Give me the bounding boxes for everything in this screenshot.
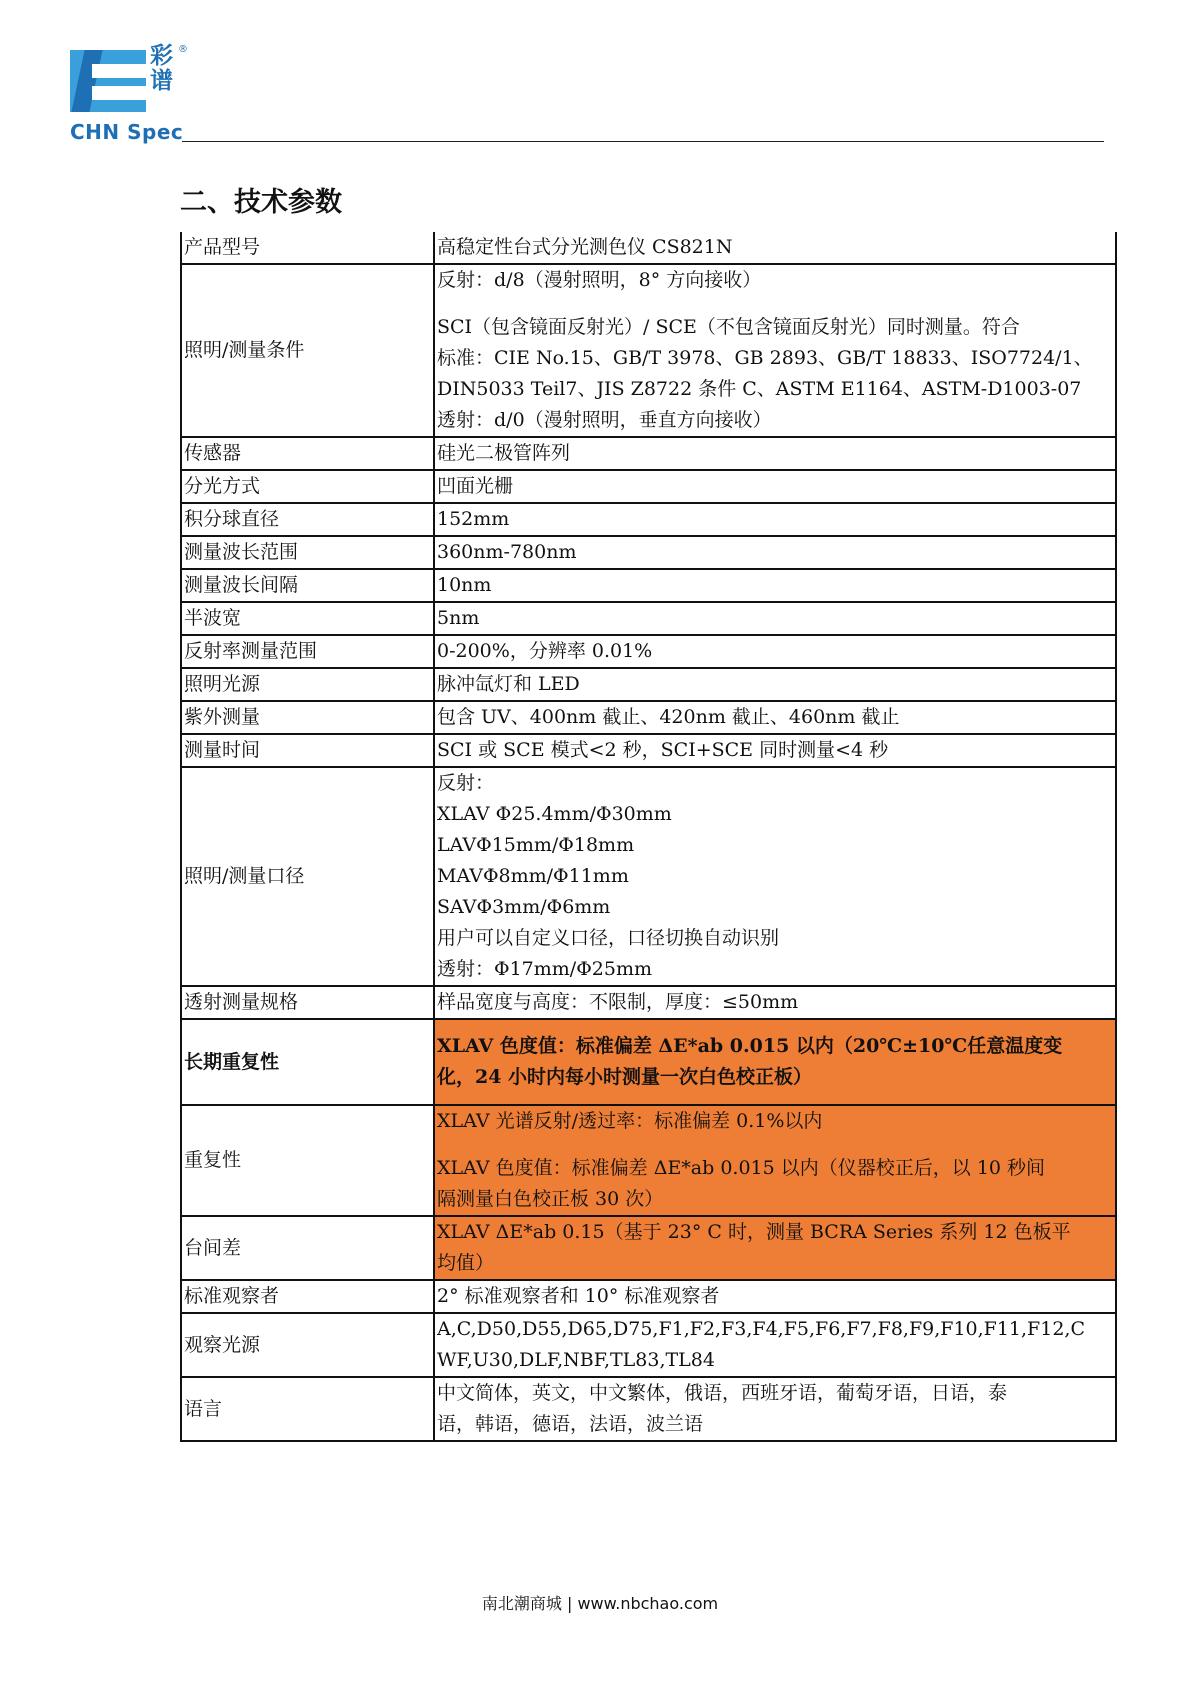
table-row [181,1105,1116,1216]
table-row [181,232,1116,264]
row-key: 测量波长间隔 [181,569,434,602]
table-row [181,668,1116,701]
row-key: 测量波长范围 [181,536,434,569]
header-rule [182,141,1104,142]
row-key: 测量时间 [181,734,434,767]
table-row [181,1019,1116,1105]
row-key: 观察光源 [181,1313,434,1377]
table-row [181,701,1116,734]
row-key: 产品型号 [181,232,434,264]
row-value: 0-200%，分辨率 0.01% [434,635,1116,668]
row-key: 语言 [181,1377,434,1441]
table-row [181,470,1116,503]
row-key: 照明光源 [181,668,434,701]
row-value-highlighted: XLAV ΔE*ab 0.15（基于 23° C 时，测量 BCRA Series 系列 12 色板平 均值） [434,1216,1116,1280]
row-key: 标准观察者 [181,1280,434,1313]
table-row [181,569,1116,602]
table-row [181,536,1116,569]
row-value: 反射： XLAV Φ25.4mm/Φ30mm LAVΦ15mm/Φ18mm MAVΦ8mm/Φ11mm SAVΦ3mm/Φ6mm 用户可以自定义口径，口径切换自动识别 透射：Φ17mm/Φ25mm [434,767,1116,986]
row-value: 凹面光栅 [434,470,1116,503]
row-key: 重复性 [181,1105,434,1216]
row-key: 台间差 [181,1216,434,1280]
row-value: 脉冲氙灯和 LED [434,668,1116,701]
row-value: 2° 标准观察者和 10° 标准观察者 [434,1280,1116,1313]
table-row [181,437,1116,470]
logo-english-name: CHN Spec [70,120,184,144]
row-key: 反射率测量范围 [181,635,434,668]
section-title: 二、技术参数 [180,187,342,218]
row-key: 积分球直径 [181,503,434,536]
row-value: 硅光二极管阵列 [434,437,1116,470]
table-row [181,734,1116,767]
row-key: 紫外测量 [181,701,434,734]
row-key: 照明/测量口径 [181,767,434,986]
table-row [181,1377,1116,1441]
spec-table [180,232,1117,1442]
table-row [181,1313,1116,1377]
row-value-highlighted: XLAV 色度值：标准偏差 ΔE*ab 0.015 以内（20℃±10℃任意温度变 化，24 小时内每小时测量一次白色校正板） [434,1019,1116,1105]
row-value: 152mm [434,503,1116,536]
company-logo [70,44,190,144]
table-row [181,986,1116,1019]
row-value: 反射：d/8（漫射照明，8° 方向接收） SCI（包含镜面反射光）/ SCE（不包含镜面反射光）同时测量。符合 标准：CIE No.15、GB/T 3978、GB 2893、GB/T 18833、ISO7724/1、 DIN5033 Teil7、JIS Z8722 条件 C、ASTM E1164、ASTM-D1003-07 透射：d/0（漫射照明，垂直方向接收） [434,264,1116,437]
row-key: 半波宽 [181,602,434,635]
table-row [181,635,1116,668]
row-value: A,C,D50,D55,D65,D75,F1,F2,F3,F4,F5,F6,F7,F8,F9,F10,F11,F12,C WF,U30,DLF,NBF,TL83,TL84 [434,1313,1116,1377]
row-value: 360nm-780nm [434,536,1116,569]
row-value: 高稳定性台式分光测色仪 CS821N [434,232,1116,264]
table-row [181,1216,1116,1280]
row-key: 传感器 [181,437,434,470]
row-value: 10nm [434,569,1116,602]
logo-chinese-name: 彩谱 [150,43,173,94]
page-footer: 南北潮商城 | www.nbchao.com [481,1594,719,1613]
row-key: 分光方式 [181,470,434,503]
table-row [181,264,1116,437]
row-value: 包含 UV、400nm 截止、420nm 截止、460nm 截止 [434,701,1116,734]
row-value: SCI 或 SCE 模式<2 秒，SCI+SCE 同时测量<4 秒 [434,734,1116,767]
table-row [181,1280,1116,1313]
row-value: 中文简体，英文，中文繁体，俄语，西班牙语，葡萄牙语，日语，泰 语，韩语，德语，法语，波兰语 [434,1377,1116,1441]
table-row [181,767,1116,986]
logo-mark-icon [70,50,146,112]
table-row [181,503,1116,536]
table-row [181,602,1116,635]
registered-mark: ® [178,44,188,55]
row-value: 5nm [434,602,1116,635]
row-value-highlighted: XLAV 光谱反射/透过率：标准偏差 0.1%以内 XLAV 色度值：标准偏差 ΔE*ab 0.015 以内（仪器校正后，以 10 秒间 隔测量白色校正板 30 次） [434,1105,1116,1216]
row-key: 长期重复性 [181,1019,434,1105]
row-value: 样品宽度与高度：不限制，厚度：≤50mm [434,986,1116,1019]
row-key: 透射测量规格 [181,986,434,1019]
row-key: 照明/测量条件 [181,264,434,437]
